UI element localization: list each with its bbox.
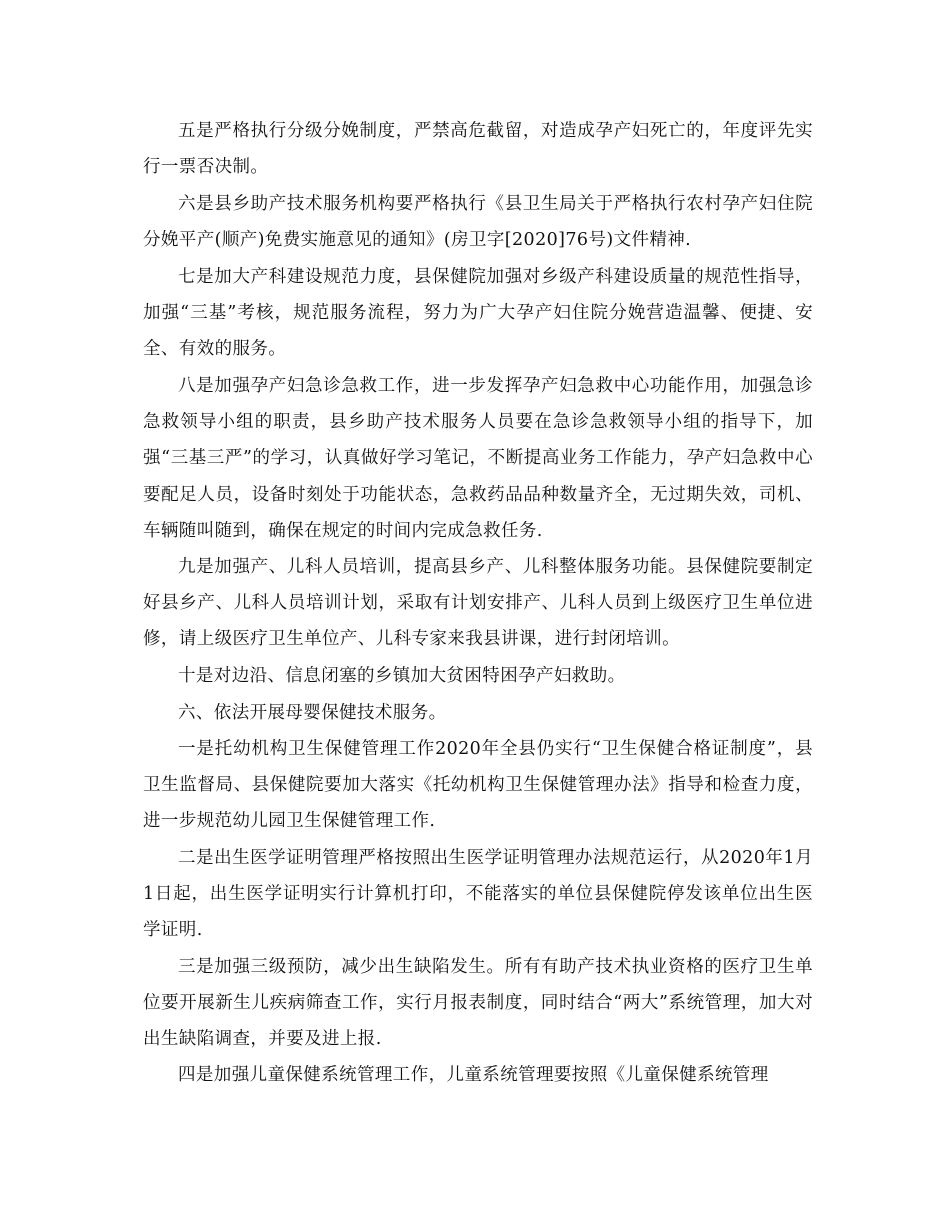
paragraph-6-free-delivery-notice: 六是县乡助产技术服务机构要严格执行《县卫生局关于严格执行农村孕产妇住院分娩平产(顺产)免费实施意见的通知》(房卫字[2020]76号)文件精神.	[143, 194, 813, 251]
paragraph-10-poverty-aid: 十是对边沿、信息闭塞的乡镇加大贫困特困孕产妇救助。	[178, 666, 626, 686]
paragraph-7-obstetrics-construction: 七是加大产科建设规范力度，县保健院加强对乡级产科建设质量的规范性指导，加强“三基”考核，规范服务流程，努力为广大孕产妇住院分娩营造温馨、便捷、安全、有效的服务。	[143, 267, 813, 360]
paragraph-5-delivery-system: 五是严格执行分级分娩制度，严禁高危截留，对造成孕产妇死亡的，年度评先实行一票否决制。	[143, 121, 813, 178]
paragraph-3-birth-defects: 三是加强三级预防，减少出生缺陷发生。所有有助产技术执业资格的医疗卫生单位要开展新生儿疾病筛查工作，实行月报表制度，同时结合“两大”系统管理，加大对出生缺陷调查，并要及进上报.	[143, 957, 813, 1050]
paragraph-4-child-health: 四是加强儿童保健系统管理工作，儿童系统管理要按照《儿童保健系统管理	[178, 1065, 769, 1085]
paragraph-2-birth-certificate: 二是出生医学证明管理严格按照出生医学证明管理办法规范运行，从2020年1月1日起，出生医学证明实行计算机打印，不能落实的单位县保健院停发该单位出生医学证明.	[143, 848, 813, 941]
section-heading-6: 六、依法开展母婴保健技术服务。	[178, 703, 447, 723]
paragraph-1-nursery-health: 一是托幼机构卫生保健管理工作2020年全县仍实行“卫生保健合格证制度”，县卫生监督局、县保健院要加大落实《托幼机构卫生保健管理办法》指导和检查力度，进一步规范幼儿园卫生保健管理工作.	[143, 739, 813, 832]
paragraph-9-staff-training: 九是加强产、儿科人员培训，提高县乡产、儿科整体服务功能。县保健院要制定好县乡产、儿科人员培训计划，采取有计划安排产、儿科人员到上级医疗卫生单位进修，请上级医疗卫生单位产、儿科专家来我县讲课，进行封闭培训。	[143, 557, 813, 650]
paragraph-8-emergency-care: 八是加强孕产妇急诊急救工作，进一步发挥孕产妇急救中心功能作用，加强急诊急救领导小组的职责，县乡助产技术服务人员要在急诊急救领导小组的指导下，加强“三基三严”的学习，认真做好学习笔记，不断提高业务工作能力，孕产妇急救中心要配足人员，设备时刻处于功能状态，急救药品品种数量齐全，无过期失效，司机、车辆随叫随到，确保在规定的时间内完成急救任务.	[143, 376, 813, 541]
